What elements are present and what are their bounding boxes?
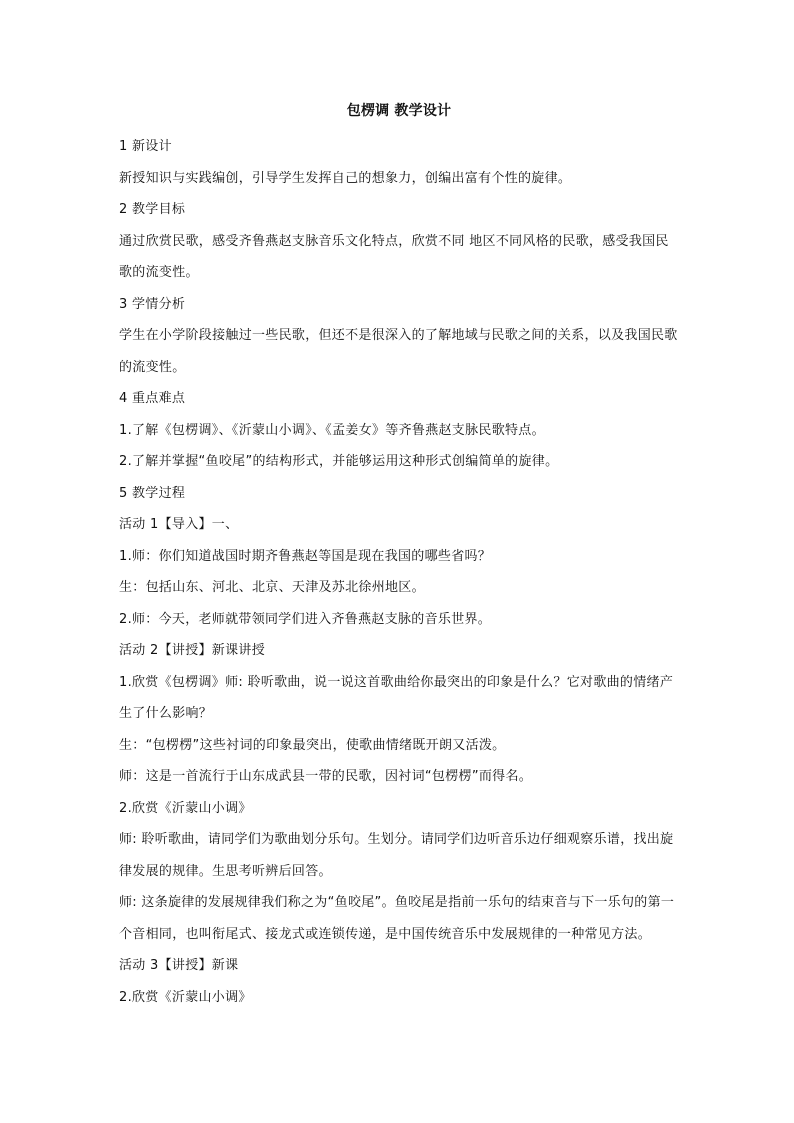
- document-title: 包楞调 教学设计: [346, 103, 452, 119]
- activity-1-line-1: 1.师：你们知道战国时期齐鲁燕赵等国是现在我国的哪些省吗？: [119, 548, 492, 564]
- activity-1-heading: 活动 1【导入】一、: [119, 517, 239, 532]
- section-heading-student-analysis: 3 学情分析: [119, 296, 186, 312]
- section-heading-key-points: 4 重点难点: [119, 391, 186, 406]
- activity-2-line-5: 师: 聆听歌曲，请同学们为歌曲划分乐句。生划分。请同学们边听音乐边仔细观察乐谱，找出旋律发展的规律。生思考听辨后回答。: [119, 832, 674, 879]
- activity-3-line-1: 2.欣赏《沂蒙山小调》: [119, 989, 252, 1005]
- activity-2-line-3: 师：这是一首流行于山东成武县一带的民歌，因衬词“包楞楞”而得名。: [119, 769, 533, 784]
- activity-3-heading: 活动 3【讲授】新课: [119, 958, 239, 973]
- paragraph-new-design: 新授知识与实践编创，引导学生发挥自己的想象力，创编出富有个性的旋律。: [119, 170, 572, 186]
- key-point-2: 2.了解并掌握“鱼咬尾”的结构形式，并能够运用这种形式创编简单的旋律。: [119, 454, 559, 469]
- section-heading-teaching-process: 5 教学过程: [119, 485, 186, 501]
- activity-2-heading: 活动 2【讲授】新课讲授: [119, 643, 266, 658]
- section-heading-new-design: 1 新设计: [119, 139, 172, 154]
- activity-2-line-1: 1.欣赏《包楞调》师: 聆听歌曲，说一说这首歌曲给你最突出的印象是什么？它对歌曲的情绪产生了什么影响？: [119, 674, 674, 721]
- activity-2-line-4: 2.欣赏《沂蒙山小调》: [119, 800, 252, 816]
- activity-1-line-2: 生：包括山东、河北、北京、天津及苏北徐州地区。: [119, 580, 425, 595]
- paragraph-teaching-goals: 通过欣赏民歌，感受齐鲁燕赵支脉音乐文化特点，欣赏不同 地区不同风格的民歌，感受我国民歌的流变性。: [119, 233, 669, 280]
- paragraph-student-analysis: 学生在小学阶段接触过一些民歌，但还不是很深入的了解地域与民歌之间的关系，以及我国民歌的流变性。: [119, 328, 678, 375]
- activity-2-line-6: 师: 这条旋律的发展规律我们称之为“鱼咬尾”。鱼咬尾是指前一乐句的结束音与下一乐句的第一个音相同，也叫衔尾式、接龙式或连锁传递，是中国传统音乐中发展规律的一种常见方法。: [119, 895, 675, 942]
- key-point-1: 1.了解《包楞调》、《沂蒙山小调》、《孟姜女》等齐鲁燕赵支脉民歌特点。: [119, 422, 545, 438]
- document-content: [119, 101, 679, 1013]
- activity-2-line-2: 生：“包楞楞”这些衬词的印象最突出，使歌曲情绪既开朗又活泼。: [119, 737, 506, 753]
- activity-1-line-3: 2.师：今天，老师就带领同学们进入齐鲁燕赵支脉的音乐世界。: [119, 611, 492, 627]
- section-heading-teaching-goals: 2 教学目标: [119, 202, 186, 217]
